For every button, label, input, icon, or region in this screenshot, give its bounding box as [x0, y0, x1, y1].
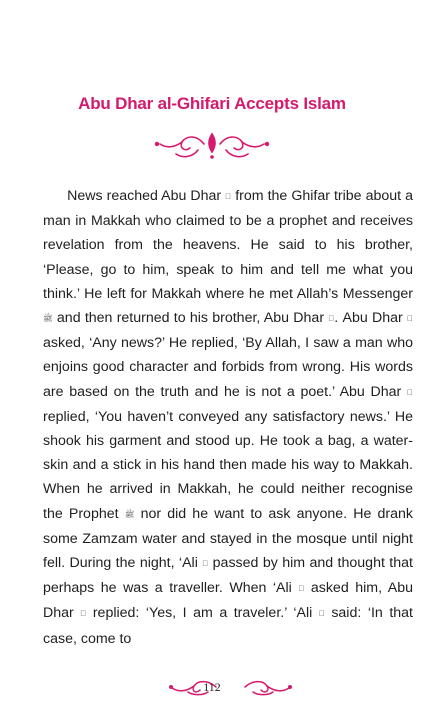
honorific-icon: ﷜: [298, 584, 305, 594]
honorific-icon: ﷜: [202, 559, 209, 569]
body-paragraph: [43, 184, 413, 651]
chapter-title: Abu Dhar al-Ghifari Accepts Islam: [78, 94, 346, 113]
text-segment: passed by him and thought that perhaps he was a traveller. When ‘Ali: [43, 555, 413, 597]
decorative-flourish-icon: [152, 128, 272, 162]
honorific-icon: ﷜: [225, 192, 232, 201]
honorific-icon: ﷺ: [43, 314, 53, 324]
honorific-icon: ﷜: [406, 314, 413, 324]
text-segment: replied: ‘Yes, I am a traveler.’ ‘Ali: [92, 605, 313, 622]
honorific-icon: ﷜: [318, 609, 325, 619]
honorific-icon: ﷜: [407, 387, 413, 397]
text-segment: . Abu Dhar: [334, 310, 403, 327]
honorific-icon: ﷜: [328, 314, 335, 324]
page-number: 112: [203, 680, 221, 694]
text-segment: asked, ‘Any news?’ He replied, ‘By Allah, I saw a man who enjoins good character and forbids from wrong. His words are based on the truth and he is not a poet.’ Abu Dhar: [43, 335, 413, 400]
text-segment: nor did he want to ask anyone. He drank some Zamzam water and stayed in the mosque until night fell. During the night, ‘Ali: [43, 505, 413, 572]
text-segment: said: ‘In that case, come to: [43, 605, 413, 647]
footer-ornament-right-icon: [243, 678, 293, 696]
honorific-icon: ﷜: [80, 609, 87, 619]
text-segment: asked him, Abu Dhar: [43, 580, 413, 622]
text-segment: and then returned to his brother, Abu Dhar: [56, 310, 325, 327]
honorific-icon: ﷺ: [124, 509, 135, 519]
text-segment: replied, ‘You haven’t conveyed any satisfactory news.’ He shook his garment and stood up. He took a bag, a water-skin and a stick in his hand then made his way to Makkah. When he arrived in Makkah, he could neither recognise the Prophet: [43, 408, 413, 522]
text-segment: from the Ghifar tribe about a man in Makkah who claimed to be a prophet and receives revelation from the heavens. He said to his brother, ‘Please, go to him, speak to him and tell me what you think.’ He left for Makkah where he met Allah’s Messenger: [43, 188, 413, 302]
text-segment: News reached Abu Dhar: [67, 188, 222, 204]
